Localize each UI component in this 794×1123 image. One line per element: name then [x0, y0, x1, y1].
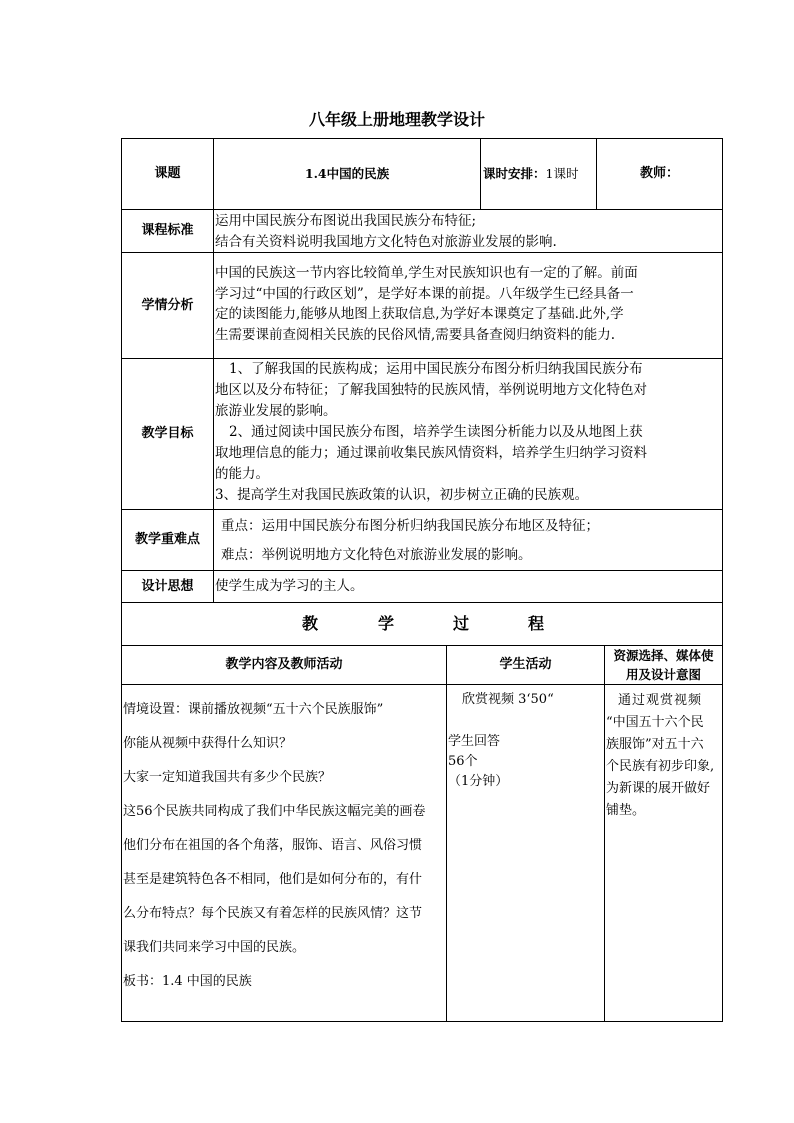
lesson-plan-table — [121, 138, 723, 1022]
key-point: 重点：运用中国民族分布图分析归纳我国民族分布地区及特征； — [221, 518, 599, 534]
resource-line: 铺垫。 — [606, 803, 646, 818]
student-activity-text — [447, 690, 605, 792]
resource-line: “中国五十六个民 — [606, 715, 704, 730]
process-heading-char: 过 — [453, 614, 470, 633]
goals-line: 的能力。 — [215, 466, 269, 482]
goals-line: 2、通过阅读中国民族分布图，培养学生读图分析能力以及从地图上获 — [229, 424, 643, 440]
teacher-line: 大家一定知道我国共有多少个民族？ — [123, 770, 332, 785]
student-line: 欣赏视频 3‘50“ — [462, 692, 554, 707]
standard-label: 课程标准 — [141, 223, 194, 238]
document-title: 八年级上册地理教学设计 — [308, 110, 485, 129]
analysis-line: 学习过“中国的行政区划”，是学好本课的前提。八年级学生已经具备一 — [215, 285, 634, 302]
analysis-line: 中国的民族这一节内容比较简单,学生对民族知识也有一定的了解。前面 — [215, 265, 638, 281]
period-label: 课时安排： — [483, 166, 546, 181]
student-line: 56个 — [448, 754, 478, 769]
standard-line: 结合有关资料说明我国地方文化特色对旅游业发展的影响. — [215, 234, 557, 250]
goals-line: 旅游业发展的影响。 — [215, 403, 337, 419]
goals-text — [214, 359, 723, 506]
goals-line: 地区以及分布特征；了解我国独特的民族风情，举例说明地方文化特色对 — [215, 382, 647, 398]
column-divider — [480, 138, 481, 210]
resource-header-line: 资源选择、媒体使 — [613, 648, 714, 663]
difficult-point: 难点：举例说明地方文化特色对旅游业发展的影响。 — [221, 547, 532, 563]
design-label: 设计思想 — [141, 578, 194, 594]
resource-header-line: 用及设计意图 — [625, 667, 701, 682]
process-heading-char: 学 — [378, 614, 395, 633]
analysis-text — [214, 263, 723, 345]
process-heading-char: 教 — [302, 614, 319, 633]
process-heading-char: 程 — [528, 614, 545, 633]
standard-text — [214, 211, 723, 253]
teacher-line: 这56个民族共同构成了我们中华民族这幅完美的画卷 — [123, 804, 426, 819]
resource-text — [605, 690, 723, 822]
goals-line: 取地理信息的能力；通过课前收集民族风情资料，培养学生归纳学习资料 — [215, 445, 647, 461]
goals-line: 3、提高学生对我国民族政策的认识，初步树立正确的民族观。 — [215, 487, 589, 503]
row-divider — [121, 684, 723, 685]
teacher-line: 么分布特点？每个民族又有着怎样的民族风情？这节 — [123, 906, 423, 921]
teacher-activity-header: 教学内容及教师活动 — [225, 657, 343, 672]
design-text: 使学生成为学习的主人。 — [215, 578, 364, 594]
table-border-bottom — [121, 1021, 723, 1022]
teacher-line: 板书：1.4 中国的民族 — [123, 974, 252, 989]
teacher-line: 他们分布在祖国的各个角落，服饰、语言、风俗习惯 — [123, 838, 423, 853]
period-value: 1课时 — [545, 166, 579, 181]
analysis-line: 生需要课前查阅相关民族的民俗风情,需要具备查阅归纳资料的能力. — [215, 326, 616, 343]
period-info — [483, 139, 596, 209]
resource-line: 族服饰”对五十六 — [606, 737, 704, 752]
resource-line: 个民族有初步印象, — [606, 759, 715, 774]
goals-line: 1、了解我国的民族构成；运用中国民族分布图分析归纳我国民族分布 — [229, 361, 643, 377]
analysis-line: 定的读图能力,能够从地图上获取信息,为学好本课奠定了基础.此外,学 — [215, 306, 624, 322]
student-activity-header: 学生活动 — [499, 657, 552, 672]
goals-label: 教学目标 — [141, 426, 194, 441]
teacher-line: 甚至是建筑特色各不相同，他们是如何分布的，有什 — [123, 872, 423, 887]
teacher-label: 教师： — [639, 166, 679, 181]
student-line: 学生回答 — [448, 734, 501, 749]
analysis-label: 学情分析 — [141, 297, 194, 313]
resource-line: 通过观赏视频 — [618, 693, 703, 708]
student-line: （1分钟） — [448, 774, 509, 789]
topic-label: 课题 — [154, 166, 181, 181]
teacher-line: 课我们共同来学习中国的民族。 — [123, 940, 306, 955]
keypoints-label: 教学重难点 — [134, 532, 200, 547]
teacher-line: 你能从视频中获得什么知识？ — [123, 736, 293, 751]
process-heading — [122, 603, 722, 645]
teacher-activity-text — [122, 693, 447, 999]
resource-line: 为新课的展开做好 — [606, 781, 711, 796]
resource-header — [605, 646, 722, 684]
keypoints-text — [214, 512, 723, 570]
teacher-line: 情境设置：课前播放视频“五十六个民族服饰” — [123, 702, 384, 717]
standard-line: 运用中国民族分布图说出我国民族分布特征; — [215, 213, 477, 229]
topic-value: 1.4中国的民族 — [304, 166, 390, 181]
